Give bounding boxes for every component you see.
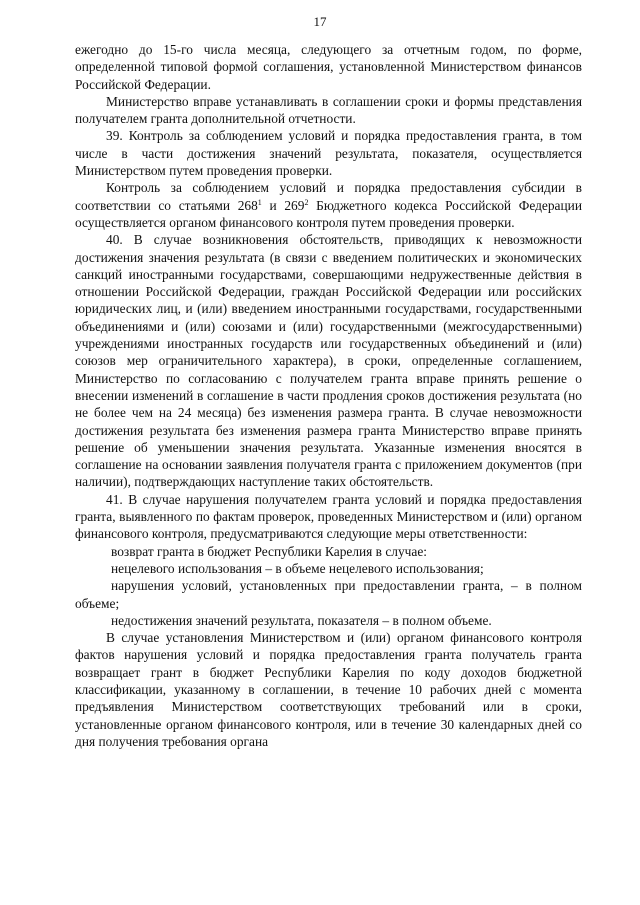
measure-return-grant: возврат гранта в бюджет Республики Карелия в случае: <box>111 543 428 559</box>
paragraph-39-control: 39. Контроль за соблюдением условий и порядка предоставления гранта, в том числе в части достижения значений результата, показателя, осуществляется Министерством путем проведения проверки. <box>75 128 582 179</box>
financial-control-text-before-articles: Контроль за соблюдением условий и порядка предоставления субсидии в соответствии со статьями 268 <box>75 180 582 213</box>
page-number: 17 <box>313 14 327 29</box>
measure-misuse: нецелевого использования – в объеме нецелевого использования; <box>111 560 484 576</box>
paragraph-return-procedure: В случае установления Министерством и (или) органом финансового контроля фактов нарушения условий и порядка предоставления гранта получатель гранта возвращает грант в бюджет Республики Карелия по коду доходов бюджетной классификации, указанному в соглашении, в течение 10 рабочих дней с момента предъявления Министерством соответствующих требований или в сроки, установленные органом финансового контроля, или в течение 30 календарных дней со дня получения требования органа <box>75 630 582 749</box>
article-268-superscript: 1 <box>257 197 262 207</box>
paragraph-additional-reporting: Министерство вправе устанавливать в соглашении сроки и формы представления получателем гранта дополнительной отчетности. <box>75 93 582 127</box>
paragraph-41-violations: 41. В случае нарушения получателем гранта условий и порядка предоставления гранта, выявленного по фактам проверок, проведенных Министерством и (или) органом финансового контроля, предусматриваются следующие меры ответственности: <box>75 491 582 542</box>
article-269-superscript: 2 <box>304 197 309 207</box>
paragraph-financial-control <box>75 179 582 231</box>
document-body <box>75 41 582 750</box>
measure-condition-violation: нарушения условий, установленных при предоставлении гранта, – в полном объеме; <box>75 578 582 611</box>
paragraph-40-circumstances: 40. В случае возникновения обстоятельств, приводящих к невозможности достижения значения результата (в связи с введением политических и экономических санкций иностранными государствами, совершающими недружественные действия в отношении Российской Федерации, граждан Российской Федерации или российских юридических лиц, и (или) введением иностранными государствами, государственными объединениями и (или) союзами и (или) государственными (межгосударственными) учреждениями иностранных государств или государственных объединений и (или) союзов мер ограничительного характера), в сроки, определенные соглашением, Министерство по согласованию с получателем гранта вправе принять решение о внесении изменений в соглашение в части продления сроков достижения результата (но не более чем на 24 месяца) без изменения размера гранта. В случае невозможности достижения результата без изменения размера гранта Министерство вправе принять решение об уменьшении значения результата. Указанные изменения вносятся в соглашение на основании заявления получателя гранта с приложением документов (при наличии), подтверждающих наступление таких обстоятельств. <box>75 232 582 490</box>
paragraph-reporting-deadline: ежегодно до 15-го числа месяца, следующего за отчетным годом, по форме, определенной типовой формой соглашения, установленной Министерством финансов Российской Федерации. <box>75 42 582 92</box>
measure-result-not-achieved: недостижения значений результата, показателя – в полном объеме. <box>111 612 492 628</box>
financial-control-text-after-articles: Бюджетного кодекса Российской Федерации осуществляется органом финансового контроля путем проведения проверки. <box>75 197 582 230</box>
financial-control-text-between-articles: и 269 <box>261 197 305 213</box>
